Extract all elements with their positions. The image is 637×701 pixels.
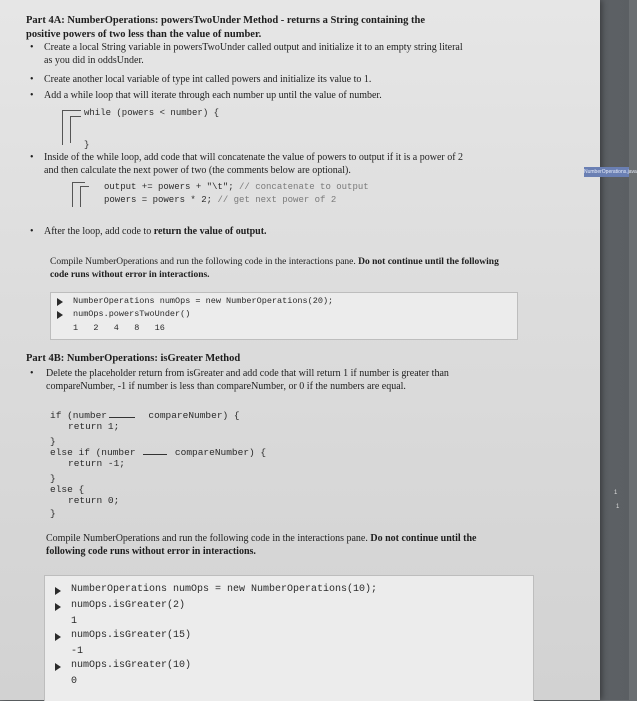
blank-line xyxy=(143,453,167,455)
part-4b-title: Part 4B: NumberOperations: isGreater Method xyxy=(26,353,241,364)
interaction-line: numOps.isGreater(2) xyxy=(71,600,186,611)
interaction-line: numOps.isGreater(15) xyxy=(71,630,192,641)
interaction-line: numOps.isGreater(10) xyxy=(71,660,192,671)
interaction-line: numOps.powersTwoUnder() xyxy=(73,309,191,319)
interaction-output: -1 xyxy=(71,646,84,657)
interaction-output: 0 xyxy=(71,676,78,687)
line-number: 1 xyxy=(614,490,618,496)
text-bold: Do not continue until the following code runs without error in interactions. xyxy=(50,257,499,280)
code-close: } xyxy=(50,473,56,484)
line-number: 1 xyxy=(616,504,620,510)
text-bold: Do not continue until the following code runs without error in interactions. xyxy=(46,533,477,557)
while-code: while (powers < number) { xyxy=(84,108,220,118)
prompt-arrow-icon xyxy=(57,311,63,319)
interaction-output: 1 2 4 8 16 xyxy=(73,323,165,333)
code-text: else if (number xyxy=(50,447,136,458)
interactions-pane-4b xyxy=(44,575,534,701)
bullet-create-output: Create a local String variable in powersTwoUnder called output and initialize it to an empty string literal as you did in oddsUnder. xyxy=(44,42,463,66)
code-bracket-icon xyxy=(70,116,81,143)
interaction-line: NumberOperations numOps = new NumberOperations(10); xyxy=(71,584,378,595)
loop-code-output xyxy=(104,182,369,192)
code-if xyxy=(50,410,240,421)
code-else: else { xyxy=(50,484,85,495)
text: After the loop, add code to xyxy=(44,226,154,237)
prompt-arrow-icon xyxy=(55,603,61,611)
text-bold: return the value of output. xyxy=(153,226,267,237)
code-text: compareNumber) { xyxy=(174,447,267,458)
code-close: } xyxy=(50,436,56,447)
code-text: if (number xyxy=(50,410,108,421)
bullet-icon: • xyxy=(30,368,34,379)
interaction-output: 1 xyxy=(71,616,78,627)
code-statement: output += powers + "\t"; xyxy=(104,182,234,192)
bullet-icon: • xyxy=(30,42,34,53)
interaction-line: NumberOperations numOps = new NumberOperations(20); xyxy=(73,296,334,306)
compile-instructions-4b xyxy=(46,532,516,558)
prompt-arrow-icon xyxy=(55,633,61,641)
text: Compile NumberOperations and run the following code in the interactions pane. xyxy=(50,257,359,267)
bullet-isgreater: Delete the placeholder return from isGreater and add code that will return 1 if number is greater than compareNumber, -1 if number is less than compareNumber, or 0 if the numbers are equal. xyxy=(46,368,449,392)
interactions-pane-4a xyxy=(50,292,518,340)
blank-line xyxy=(109,416,135,418)
code-close: } xyxy=(50,508,56,519)
compile-instructions-4a xyxy=(50,256,510,282)
code-comment: // concatenate to output xyxy=(239,182,369,192)
code-statement: powers = powers * 2; xyxy=(104,195,213,205)
prompt-arrow-icon xyxy=(57,298,63,306)
loop-code-powers xyxy=(104,195,336,205)
prompt-arrow-icon xyxy=(55,587,61,595)
text: Compile NumberOperations and run the following code in the interactions pane. xyxy=(46,533,371,544)
code-return-neg1: return -1; xyxy=(68,458,126,469)
bullet-create-powers: Create another local variable of type int called powers and initialize its value to 1. xyxy=(44,74,372,85)
bullet-icon: • xyxy=(30,90,34,101)
code-return-1: return 1; xyxy=(68,421,120,432)
editor-tab: NumberOperations.java xyxy=(584,169,637,175)
bullet-add-while: Add a while loop that will iterate through each number up until the value of number. xyxy=(44,90,382,101)
code-text: compareNumber) { xyxy=(148,410,240,421)
prompt-arrow-icon xyxy=(55,663,61,671)
bullet-return-output xyxy=(44,226,484,239)
bullet-icon: • xyxy=(30,74,34,85)
code-comment: // get next power of 2 xyxy=(217,195,337,205)
bullet-concatenate: Inside of the while loop, add code that will concatenate the value of powers to output if it is a power of 2 and then calculate the next power of two (the comments below are optional). xyxy=(44,152,464,176)
while-close: } xyxy=(84,140,90,150)
bullet-icon: • xyxy=(30,152,34,163)
part-4a-title: Part 4A: NumberOperations: powersTwoUnder Method - returns a String containing the positive powers of two less than the value of number. xyxy=(26,15,425,40)
code-bracket-icon xyxy=(80,186,89,207)
bullet-icon: • xyxy=(30,226,34,237)
code-else-if xyxy=(50,447,266,458)
code-return-0: return 0; xyxy=(68,495,120,506)
